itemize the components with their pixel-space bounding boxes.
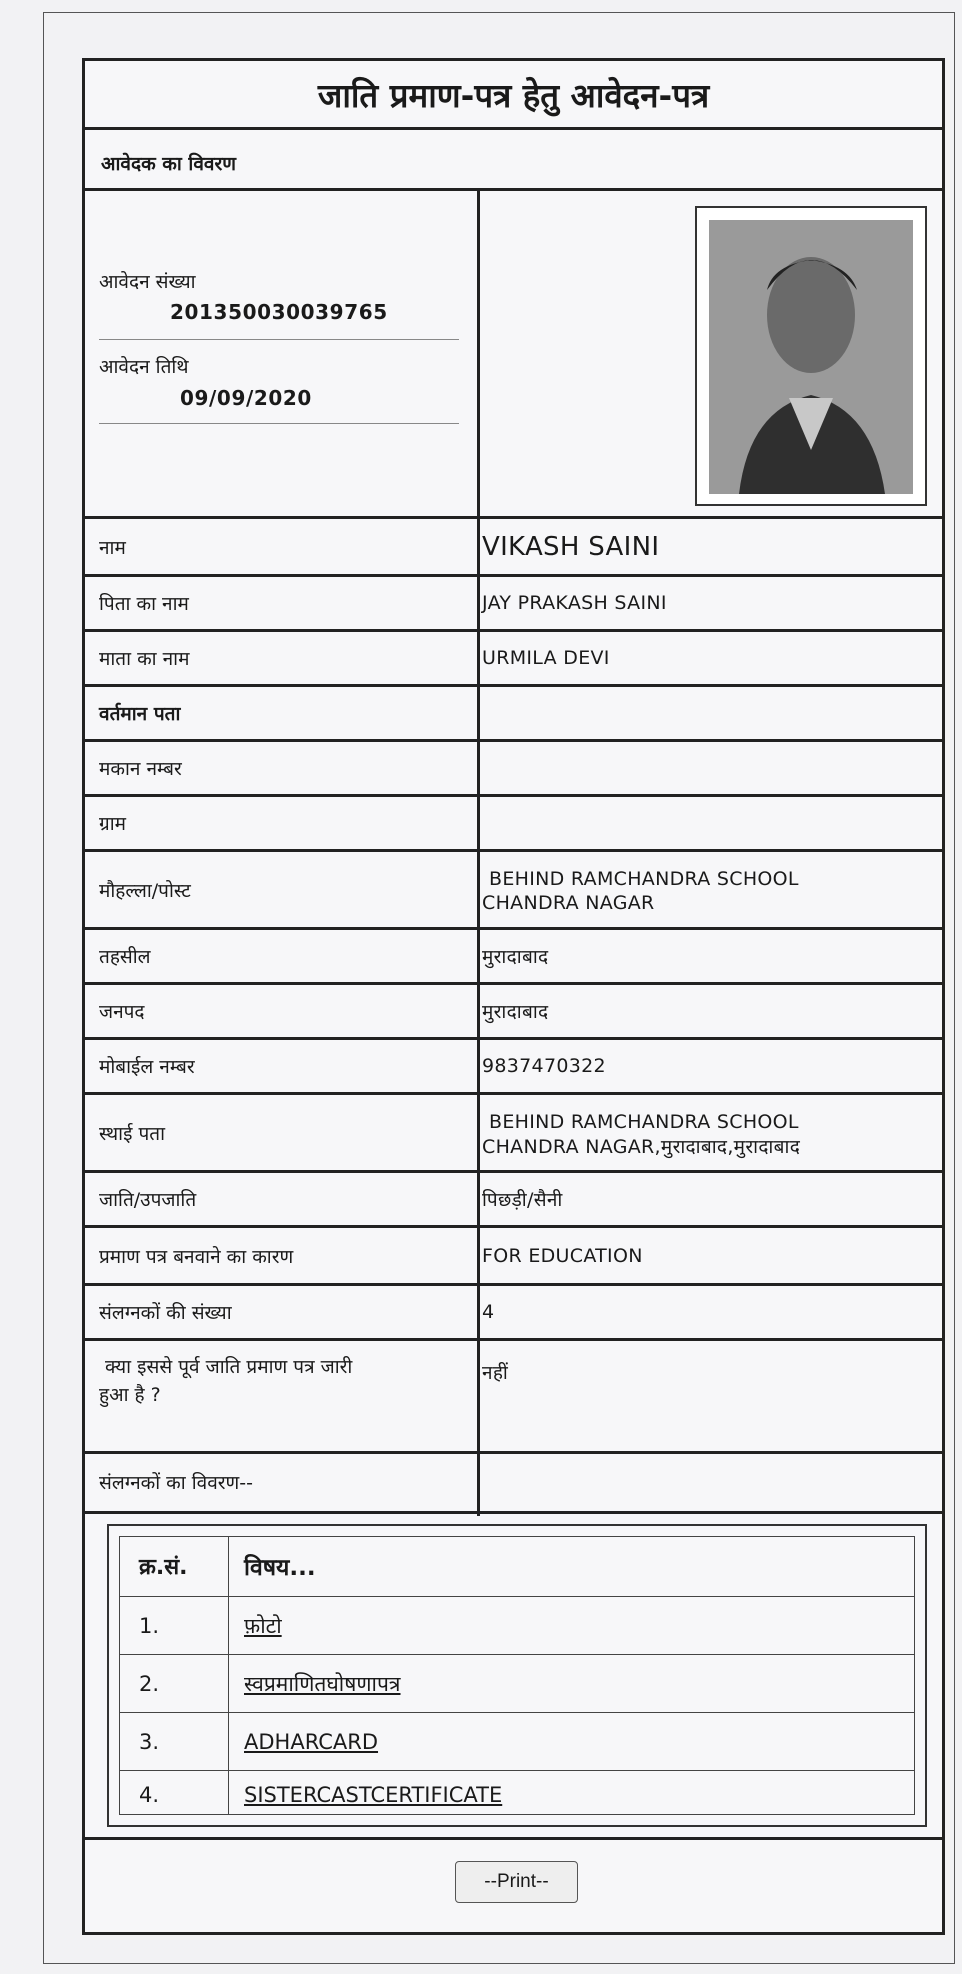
mobile-number-value: 9837470322: [482, 1055, 606, 1077]
divider: [85, 188, 942, 191]
attachment-link-sister-caste-certificate[interactable]: SISTERCASTCERTIFICATE: [244, 1783, 503, 1807]
divider: [85, 849, 942, 852]
underline: [99, 339, 459, 340]
attachments-table-inner-border: [119, 1536, 915, 1815]
mother-name-label: माता का नाम: [99, 648, 190, 670]
divider: [85, 739, 942, 742]
village-label: ग्राम: [99, 813, 126, 835]
column-divider: [228, 1536, 229, 1815]
application-date-value: 09/09/2020: [180, 386, 312, 410]
attachments-count-value: 4: [482, 1301, 495, 1323]
attachment-link-self-declaration[interactable]: स्वप्रमाणितघोषणापत्र: [244, 1672, 401, 1696]
mother-name-value: URMILA DEVI: [482, 647, 610, 669]
locality-post-label: मौहल्ला/पोस्ट: [99, 879, 191, 902]
form-title: जाति प्रमाण-पत्र हेतु आवेदन-पत्र: [317, 75, 710, 115]
attachment-serial-4: 4.: [139, 1783, 160, 1807]
caste-label: जाति/उपजाति: [99, 1189, 197, 1211]
attachment-serial-3: 3.: [139, 1730, 160, 1754]
attachment-link-aadhar-card[interactable]: ADHARCARD: [244, 1730, 379, 1754]
name-value: VIKASH SAINI: [482, 531, 660, 562]
application-number-value: 201350030039765: [170, 300, 388, 324]
locality-post-value-line1: BEHIND RAMCHANDRA SCHOOL: [489, 868, 799, 890]
mobile-number-label: मोबाईल नम्बर: [99, 1056, 195, 1078]
tehsil-value: मुरादाबाद: [482, 946, 549, 968]
house-number-label: मकान नम्बर: [99, 758, 182, 780]
district-value: मुरादाबाद: [482, 1001, 549, 1023]
permanent-address-value-line1: BEHIND RAMCHANDRA SCHOOL: [489, 1111, 799, 1133]
permanent-address-value-line2: CHANDRA NAGAR,मुरादाबाद,मुरादाबाद: [482, 1136, 801, 1158]
district-label: जनपद: [99, 1001, 145, 1023]
col-serial-header: क्र.सं.: [139, 1555, 188, 1580]
attachment-serial-2: 2.: [139, 1672, 160, 1696]
divider: [85, 1092, 942, 1095]
previous-certificate-label-line2: हुआ है ?: [99, 1384, 161, 1406]
caste-value: पिछड़ी/सैनी: [482, 1189, 563, 1211]
tehsil-label: तहसील: [99, 946, 151, 968]
reason-label: प्रमाण पत्र बनवाने का कारण: [99, 1245, 294, 1268]
divider: [85, 684, 942, 687]
attachments-count-label: संलग्नकों की संख्या: [99, 1302, 232, 1324]
application-number-label: आवेदन संख्या: [99, 271, 196, 293]
father-name-label: पिता का नाम: [99, 593, 189, 615]
divider: [85, 794, 942, 797]
reason-value: FOR EDUCATION: [482, 1244, 643, 1267]
father-name-value: JAY PRAKASH SAINI: [482, 592, 667, 614]
attachment-serial-1: 1.: [139, 1614, 160, 1638]
application-form: [82, 58, 945, 1935]
divider: [85, 1338, 942, 1341]
divider: [85, 1511, 942, 1514]
column-divider: [477, 188, 480, 1516]
col-subject-header: विषय...: [244, 1555, 316, 1581]
print-button[interactable]: --Print--: [455, 1861, 578, 1903]
attachment-link-photo[interactable]: फ़ोटो: [244, 1614, 282, 1638]
permanent-address-label: स्थाई पता: [99, 1122, 165, 1145]
locality-post-value-line2: CHANDRA NAGAR: [482, 892, 655, 914]
application-date-label: आवेदन तिथि: [99, 356, 189, 378]
divider: [85, 1837, 942, 1840]
name-label: नाम: [99, 536, 126, 559]
underline: [99, 423, 459, 424]
divider: [85, 127, 942, 130]
attachments-table: [107, 1524, 927, 1827]
previous-certificate-value: नहीं: [482, 1362, 509, 1384]
attachments-details-label: संलग्नकों का विवरण--: [99, 1471, 253, 1494]
applicant-photo: [709, 220, 913, 494]
current-address-label: वर्तमान पता: [99, 703, 181, 725]
previous-certificate-label-line1: क्या इससे पूर्व जाति प्रमाण पत्र जारी: [105, 1356, 353, 1378]
applicant-photo-frame: [695, 206, 927, 506]
section-label: आवेदक का विवरण: [101, 153, 236, 175]
